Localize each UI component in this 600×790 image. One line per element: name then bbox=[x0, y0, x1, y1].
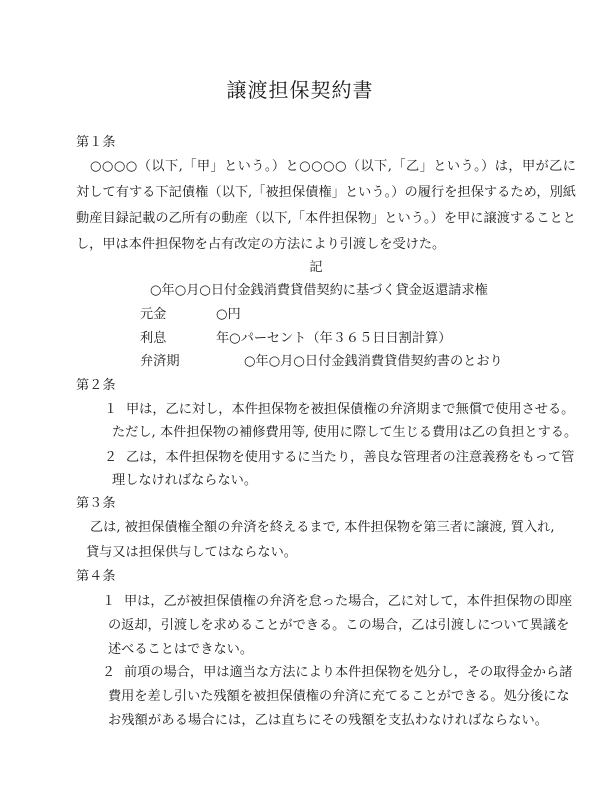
article-4-para-2-number: ２ bbox=[102, 665, 116, 680]
article-2-para-2-line: 乙は，本件担保物を使用するに当たり，善良な管理者の注意義務をもって管 bbox=[126, 450, 575, 465]
article-4-para-1-line: 述べることはできない。 bbox=[108, 642, 254, 657]
article-4-para-1-line: の返却，引渡しを求めることができる。この場合，乙は引渡しについて異議を bbox=[108, 618, 570, 633]
article-3-line: 乙は, 被担保債権全額の弁済を終えるまで, 本件担保物を第三者に譲渡, 質入れ, bbox=[90, 520, 555, 535]
article-2-heading: 第２条 bbox=[76, 378, 116, 393]
claim-value-interest: 年○パーセント（年３６５日日割計算） bbox=[216, 331, 452, 346]
claim-label-interest: 利息 bbox=[140, 331, 167, 346]
claim-label-due-date: 弁済期 bbox=[140, 354, 180, 369]
article-1-line: 動産目録記載の乙所有の動産（以下,「本件担保物」という。）を甲に譲渡することと bbox=[76, 211, 576, 226]
article-2-para-1-number: １ bbox=[104, 402, 118, 417]
article-2-para-2-line: 理しなければならない。 bbox=[112, 473, 258, 488]
claim-label-principal: 元金 bbox=[140, 307, 167, 322]
ki-mark: 記 bbox=[309, 260, 323, 275]
article-2-para-2-number: ２ bbox=[104, 450, 118, 465]
article-4-para-2-line: 前項の場合，甲は適当な方法により本件担保物を処分し，その取得金から諸 bbox=[124, 665, 573, 680]
claim-value-principal: ○円 bbox=[216, 307, 241, 322]
claim-value-due-date: ○年○月○日付金銭消費貸借契約書のとおり bbox=[244, 354, 503, 369]
article-1-line: 対して有する下記債権（以下,「被担保債権」という。）の履行を担保するため，別紙 bbox=[76, 185, 576, 200]
article-1-line: ○○○○（以下,「甲」という。）と○○○○（以下,「乙」という。）は，甲が乙に bbox=[90, 159, 576, 174]
article-4-para-1-number: １ bbox=[102, 594, 116, 609]
article-2-para-1-line: ただし, 本件担保物の補修費用等, 使用に際して生じる費用は乙の負担とする。 bbox=[112, 425, 578, 440]
article-4-para-2-line: お残額がある場合には，乙は直ちにその残額を支払わなければならない。 bbox=[108, 713, 548, 728]
article-2-para-1-line: 甲は，乙に対し，本件担保物を被担保債権の弁済期まで無償で使用させる。 bbox=[126, 402, 575, 417]
article-4-heading: 第４条 bbox=[76, 569, 116, 584]
article-1-heading: 第１条 bbox=[76, 135, 116, 150]
article-1-line: し，甲は本件担保物を占有改定の方法により引渡しを受けた。 bbox=[76, 237, 446, 252]
article-3-heading: 第３条 bbox=[76, 496, 116, 511]
article-3-line: 貸与又は担保供与してはならない。 bbox=[86, 545, 297, 560]
article-4-para-1-line: 甲は，乙が被担保債権の弁済を怠った場合，乙に対して，本件担保物の即座 bbox=[124, 594, 573, 609]
secured-claim: ○年○月○日付金銭消費貸借契約に基づく貸金返還請求権 bbox=[150, 283, 488, 298]
document-title: 譲渡担保契約書 bbox=[226, 78, 374, 102]
article-4-para-2-line: 費用を差し引いた残額を被担保債権の弁済に充てることができる。処分後にな bbox=[108, 689, 570, 704]
